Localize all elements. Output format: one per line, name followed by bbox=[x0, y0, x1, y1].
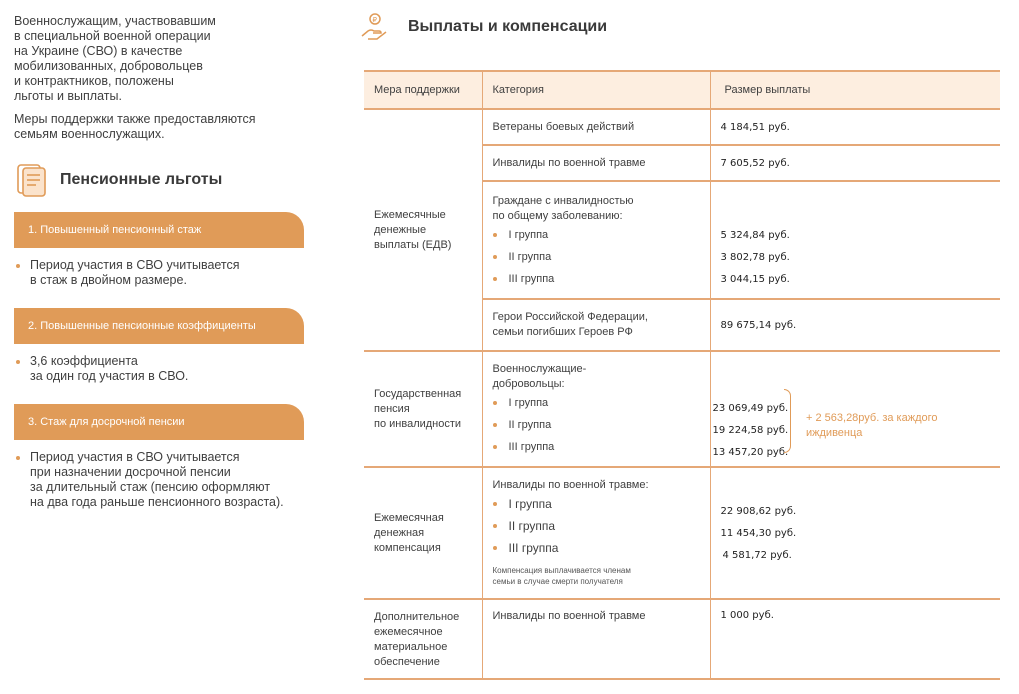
measure-compensation: Ежемесячная денежная компенсация bbox=[364, 467, 482, 599]
category-volunteers bbox=[482, 351, 710, 467]
dependent-brace bbox=[784, 389, 791, 453]
amount-group-3: 3 044,15 руб. bbox=[720, 273, 790, 285]
group-label: I группа bbox=[508, 497, 552, 511]
list-item bbox=[493, 436, 700, 458]
bullet-icon bbox=[16, 456, 20, 460]
pension-item-1-text: Период участия в СВО учитывается в стаж в двойном размере. bbox=[30, 258, 240, 287]
group-label: III группа bbox=[508, 273, 555, 285]
header-measure: Мера поддержки bbox=[364, 71, 482, 109]
heroes-label: Герои Российской Федерации, семьи погибших Героев РФ bbox=[492, 311, 648, 338]
bullet-icon bbox=[493, 277, 497, 281]
table-row bbox=[364, 599, 1000, 679]
amount-group-2: 19 224,58 руб. bbox=[712, 424, 789, 436]
hand-coin-icon bbox=[360, 12, 388, 42]
pension-bar-2: 2. Повышенные пенсионные коэффициенты bbox=[14, 308, 304, 344]
amount-pension bbox=[710, 351, 1000, 467]
pension-item-3 bbox=[16, 450, 314, 510]
amount-group-1: 22 908,62 руб. bbox=[720, 505, 797, 517]
pension-item-3-text: Период участия в СВО учитывается при назначении досрочной пенсии за длительный стаж (пенсию оформляют на два года раньше пенсионного возраста). bbox=[30, 450, 284, 509]
list-item bbox=[493, 493, 700, 515]
intro-text: Военнослужащим, участвовавшим в специальной военной операции на Украине (СВО) в качестве мобилизованных, добровольцев и контрактников, положены льготы и выплаты. bbox=[14, 14, 216, 103]
list-item bbox=[493, 268, 700, 290]
category-veterans: Ветераны боевых действий bbox=[482, 109, 710, 145]
svg-text:₽: ₽ bbox=[372, 16, 377, 24]
bullet-icon bbox=[16, 264, 20, 268]
payments-header bbox=[360, 12, 1002, 42]
compensation-note: Компенсация выплачивается членам семьи в случае смерти получателя bbox=[492, 566, 631, 586]
bullet-icon bbox=[493, 524, 497, 528]
amount-group-3: 13 457,20 руб. bbox=[712, 446, 789, 458]
header-category: Категория bbox=[482, 71, 710, 109]
amount-veterans: 4 184,51 руб. bbox=[710, 109, 1000, 145]
group-label: II группа bbox=[508, 419, 552, 431]
left-column bbox=[14, 14, 314, 510]
bullet-icon bbox=[16, 360, 20, 364]
document-icon bbox=[14, 162, 50, 198]
intro-text-families: Меры поддержки также предоставляются семьям военнослужащих. bbox=[14, 112, 256, 141]
dependent-note: + 2 563,28руб. за каждого иждивенца bbox=[806, 412, 938, 439]
measure-pension: Государственная пенсия по инвалидности bbox=[364, 351, 482, 467]
table-row bbox=[364, 109, 1000, 145]
right-column bbox=[360, 12, 1002, 42]
category-heroes bbox=[482, 299, 710, 351]
payments-title: Выплаты и компенсации bbox=[408, 18, 608, 35]
category-compensation bbox=[482, 467, 710, 599]
header-amount: Размер выплаты bbox=[710, 71, 1000, 109]
table-row bbox=[364, 351, 1000, 467]
group-label: II группа bbox=[508, 251, 552, 263]
measure-additional: Дополнительное ежемесячное материальное обеспечение bbox=[364, 599, 482, 679]
amount-group-2: 3 802,78 руб. bbox=[720, 251, 790, 263]
general-disability-label: Граждане с инвалидностью по общему заболеванию: bbox=[492, 195, 634, 222]
pension-item-2 bbox=[16, 354, 314, 384]
pension-item-2-text: 3,6 коэффициента за один год участия в СВО. bbox=[30, 354, 189, 383]
amount-general-disability bbox=[710, 181, 1000, 299]
list-item bbox=[493, 224, 700, 246]
bullet-icon bbox=[493, 546, 497, 550]
bullet-icon bbox=[493, 502, 497, 506]
bullet-icon bbox=[493, 445, 497, 449]
list-item bbox=[493, 414, 700, 436]
category-general-disability bbox=[482, 181, 710, 299]
group-label: I группа bbox=[508, 229, 549, 241]
bullet-icon bbox=[493, 423, 497, 427]
pension-bar-1: 1. Повышенный пенсионный стаж bbox=[14, 212, 304, 248]
list-item bbox=[493, 537, 700, 559]
measure-edv: Ежемесячные денежные выплаты (ЕДВ) bbox=[364, 109, 482, 351]
category-war-injury: Инвалиды по военной травме bbox=[482, 145, 710, 181]
table-header-row bbox=[364, 71, 1000, 109]
amount-group-3: 4 581,72 руб. bbox=[722, 549, 792, 561]
amount-group-2: 11 454,30 руб. bbox=[720, 527, 797, 539]
bullet-icon bbox=[493, 255, 497, 259]
group-label: II группа bbox=[508, 519, 556, 533]
bullet-icon bbox=[493, 401, 497, 405]
amount-war-injury: 7 605,52 руб. bbox=[710, 145, 1000, 181]
bullet-icon bbox=[493, 233, 497, 237]
group-label: III группа bbox=[508, 541, 559, 555]
compensation-label: Инвалиды по военной травме: bbox=[492, 479, 649, 491]
list-item bbox=[493, 515, 700, 537]
volunteers-label: Военнослужащие- добровольцы: bbox=[492, 363, 587, 390]
table-row bbox=[364, 467, 1000, 599]
amount-heroes: 89 675,14 руб. bbox=[710, 299, 1000, 351]
group-label: III группа bbox=[508, 441, 555, 453]
group-label: I группа bbox=[508, 397, 549, 409]
amount-compensation bbox=[710, 467, 1000, 599]
pension-bar-3: 3. Стаж для досрочной пенсии bbox=[14, 404, 304, 440]
list-item bbox=[493, 392, 700, 414]
amount-group-1: 23 069,49 руб. bbox=[712, 402, 789, 414]
amount-additional: 1 000 руб. bbox=[710, 599, 1000, 679]
pension-section-header bbox=[14, 162, 314, 198]
amount-group-1: 5 324,84 руб. bbox=[720, 229, 790, 241]
pension-title: Пенсионные льготы bbox=[60, 171, 223, 188]
pension-item-1 bbox=[16, 258, 314, 288]
list-item bbox=[493, 246, 700, 268]
category-additional: Инвалиды по военной травме bbox=[482, 599, 710, 679]
payments-table bbox=[364, 70, 1000, 680]
